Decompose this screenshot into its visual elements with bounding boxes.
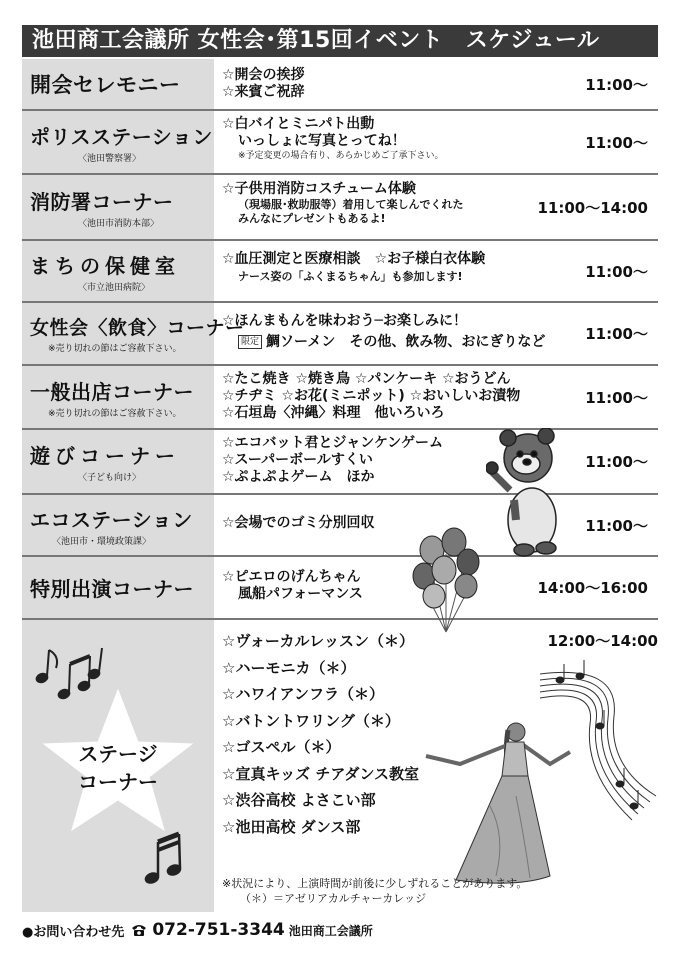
row-content bbox=[222, 303, 546, 364]
row-line: ☆血圧測定と医療相談 ☆お子様白衣体験 bbox=[222, 251, 486, 267]
stage-label-line: コーナー bbox=[78, 770, 158, 794]
row-line: ナース姿の「ふくまるちゃん」も参加します! bbox=[238, 270, 463, 283]
row-label-sub: 〈市立池田病院〉 bbox=[78, 282, 151, 293]
dancer-icon bbox=[426, 723, 570, 883]
schedule-row-opening bbox=[22, 59, 658, 111]
schedule-row-police bbox=[22, 111, 658, 175]
row-label-main: 女性会〈飲食〉コーナー bbox=[30, 317, 245, 339]
row-label bbox=[22, 175, 214, 239]
row-line: ☆チヂミ ☆お花(ミニポット) ☆おいしいお漬物 bbox=[222, 388, 521, 404]
row-time: 14:00〜16:00 bbox=[537, 579, 648, 597]
row-line: ☆たこ焼き ☆焼き鳥 ☆パンケーキ ☆おうどん bbox=[222, 371, 511, 387]
row-content bbox=[222, 175, 542, 239]
row-time: 11:00〜14:00 bbox=[537, 198, 648, 217]
row-label bbox=[22, 59, 214, 109]
row-line: ☆白バイとミニパト出動 bbox=[222, 116, 375, 132]
stage-program-list bbox=[222, 630, 419, 842]
contact-label: ●お問い合わせ先 bbox=[22, 924, 125, 940]
row-label bbox=[22, 557, 214, 618]
phone-number: 072-751-3344 bbox=[152, 920, 285, 940]
row-label bbox=[22, 303, 245, 364]
stage-label-panel bbox=[22, 620, 214, 912]
schedule-row-special bbox=[22, 557, 658, 620]
row-label-main: 開会セレモニー bbox=[30, 73, 181, 97]
row-time: 11:00〜 bbox=[585, 133, 648, 152]
row-label-main: まちの保健室 bbox=[30, 253, 180, 278]
row-content bbox=[222, 241, 542, 301]
row-line: みんなにプレゼントもあるよ! bbox=[238, 212, 386, 225]
row-content bbox=[222, 557, 542, 618]
row-label-main: 消防署コーナー bbox=[30, 189, 174, 214]
hula-dancer-illustration bbox=[420, 656, 660, 894]
schedule-row-fire bbox=[22, 175, 658, 241]
row-content bbox=[222, 59, 542, 109]
row-label-sub: 〈池田警察署〉 bbox=[78, 153, 142, 164]
phone-icon bbox=[130, 923, 148, 937]
row-line: いっしょに写真とってね！ bbox=[238, 133, 406, 149]
stage-note: （＊）＝アゼリアカルチャーカレッジ bbox=[240, 892, 427, 905]
row-label-sub: ※売り切れの節はご容赦下さい。 bbox=[48, 344, 182, 354]
row-note: ※予定変更の場合有り、あらかじめご了承下さい。 bbox=[238, 151, 444, 161]
music-staff-icon bbox=[540, 672, 656, 820]
row-label-main: ポリスステーション bbox=[30, 124, 213, 149]
row-time: 11:00〜 bbox=[585, 516, 648, 535]
mascot-icon bbox=[486, 428, 556, 556]
schedule-row-vendors bbox=[22, 366, 658, 430]
footer-contact bbox=[22, 920, 373, 940]
row-line: ☆会場でのゴミ分別回収 bbox=[222, 515, 375, 531]
row-line: （現場服･救助服等）着用して楽しんでくれた bbox=[238, 198, 464, 211]
row-line: ☆ほんまもんを味わおう─お楽しみに！ bbox=[222, 313, 467, 329]
page-title: 池田商工会議所 女性会･第15回イベント スケジュール bbox=[22, 25, 658, 57]
schedule-row-womens-food bbox=[22, 303, 658, 366]
list-item: ☆ゴスペル（＊） bbox=[222, 738, 341, 756]
row-label-sub: ※売り切れの節はご容赦下さい。 bbox=[48, 408, 182, 419]
limited-badge: 限定 bbox=[238, 335, 262, 349]
footer-org: 池田商工会議所 bbox=[288, 923, 373, 938]
row-label-main: 遊びコーナー bbox=[30, 444, 180, 468]
row-line: ☆ピエロのげんちゃん bbox=[222, 569, 361, 585]
list-item: ☆宣真キッズ チアダンス教室 bbox=[222, 764, 420, 783]
stage-notes bbox=[222, 876, 527, 906]
stage-label-line: ステージ bbox=[78, 742, 158, 766]
row-label-sub: 〈池田市・環境政策課〉 bbox=[52, 536, 152, 547]
row-content bbox=[222, 366, 542, 428]
row-label-main: エコステーション bbox=[30, 507, 193, 532]
row-line: ☆子供用消防コスチューム体験 bbox=[222, 181, 416, 197]
row-line: ☆ぷよぷよゲーム ほか bbox=[222, 469, 375, 485]
schedule-row-health bbox=[22, 241, 658, 303]
row-content bbox=[222, 111, 542, 173]
list-item: ☆池田高校 ダンス部 bbox=[222, 817, 361, 836]
row-line: ☆エコバット君とジャンケンゲーム bbox=[222, 435, 444, 451]
row-label-main: 一般出店コーナー bbox=[30, 379, 194, 404]
row-line-text: 鯛ソーメン その他、飲み物、おにぎりなど bbox=[266, 334, 546, 350]
row-label-sub: 〈子ども向け〉 bbox=[78, 473, 142, 483]
row-line: ☆石垣島〈沖縄〉料理 他いろいろ bbox=[222, 405, 445, 421]
stage-note: ※状況により、上演時間が前後に少しずれることがあります。 bbox=[222, 877, 528, 890]
row-time: 11:00〜 bbox=[585, 75, 648, 94]
row-label bbox=[22, 111, 214, 173]
row-time: 11:00〜 bbox=[585, 262, 648, 281]
stage-time: 12:00〜14:00 bbox=[547, 632, 658, 650]
row-line: ☆開会の挨拶 bbox=[222, 67, 305, 83]
row-time: 11:00〜 bbox=[585, 388, 648, 407]
list-item: ☆ハワイアンフラ（＊） bbox=[222, 685, 384, 703]
stage-label-text bbox=[22, 740, 214, 796]
list-item: ☆ヴォーカルレッスン（＊） bbox=[222, 632, 415, 650]
list-item: ☆渋谷高校 よさこい部 bbox=[222, 791, 376, 809]
list-item: ☆ハーモニカ（＊） bbox=[222, 658, 356, 677]
row-time: 11:00〜 bbox=[585, 325, 648, 343]
row-label-sub: 〈池田市消防本部〉 bbox=[78, 218, 160, 229]
row-label bbox=[22, 430, 214, 493]
balloons-illustration bbox=[410, 524, 482, 636]
row-time: 11:00〜 bbox=[585, 453, 648, 471]
mascot-illustration bbox=[486, 428, 578, 558]
balloons-icon bbox=[413, 528, 479, 632]
row-label bbox=[22, 366, 214, 428]
row-line: 風船パフォーマンス bbox=[238, 586, 363, 602]
note-marks-icon bbox=[556, 660, 638, 809]
list-item: ☆バトントワリング（＊） bbox=[222, 711, 400, 730]
row-line: ☆来賓ご祝辞 bbox=[222, 84, 305, 100]
row-line bbox=[222, 334, 546, 351]
row-label-main: 特別出演コーナー bbox=[30, 577, 194, 601]
row-label bbox=[22, 241, 214, 301]
row-line: ☆スーパーボールすくい bbox=[222, 452, 373, 468]
row-label bbox=[22, 495, 214, 555]
